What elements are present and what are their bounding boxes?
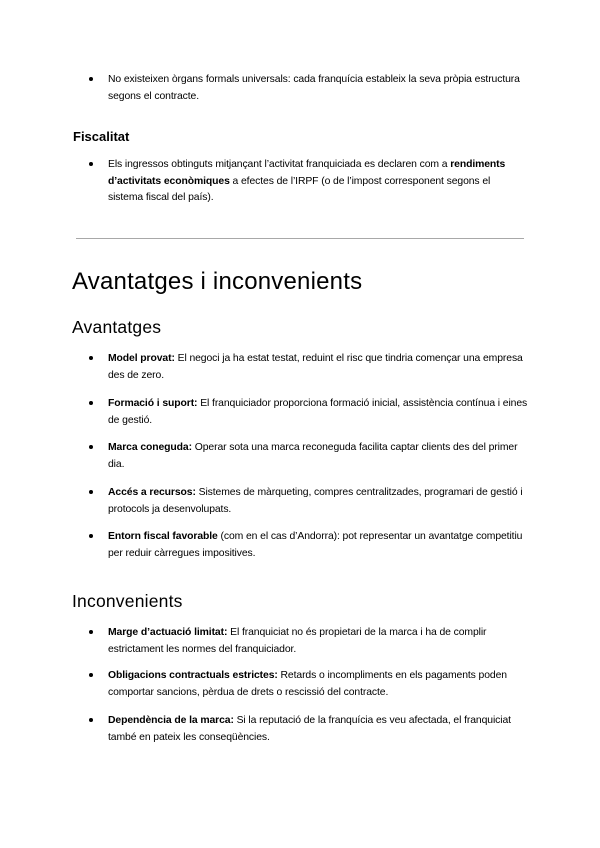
list-item-text: No existeixen òrgans formals universals: cada franquícia estableix la seva pròpia estructura segons el contracte.	[108, 74, 520, 102]
inconvenients-heading: Inconvenients	[72, 591, 183, 611]
list-item-text: Entorn fiscal favorable (com en el cas d’Andorra): pot representar un avantatge competitiu per reduir càrregues impositives.	[108, 531, 523, 559]
horizontal-divider	[76, 238, 524, 239]
bullet-icon	[89, 534, 93, 538]
list-item-text: Dependència de la marca: Si la reputació de la franquícia es veu afectada, el franquiciat també en pateix les conseqüències.	[108, 715, 511, 743]
list-item-text: Els ingressos obtinguts mitjançant l’activitat franquiciada es declaren com a rendiments d’activitats econòmiques a efectes de l’IRPF (o de l’impost corresponent segons el sistema fiscal del país).	[108, 159, 506, 203]
bullet-icon	[89, 401, 93, 405]
bullet-icon	[89, 718, 93, 722]
bullet-icon	[89, 77, 93, 81]
bullet-icon	[89, 630, 93, 634]
list-item-text: Obligacions contractuals estrictes: Retards o incompliments en els pagaments poden comportar sancions, pèrdua de drets o rescissió del contracte.	[108, 670, 507, 698]
bullet-icon	[89, 673, 93, 677]
avantatges-heading: Avantatges	[72, 317, 162, 337]
section-title: Avantatges i inconvenients	[72, 268, 363, 295]
bullet-icon	[89, 356, 93, 360]
list-item-text: Model provat: El negoci ja ha estat testat, reduint el risc que tindria començar una empresa des de zero.	[108, 353, 523, 381]
bullet-icon	[89, 162, 93, 166]
bullet-icon	[89, 490, 93, 494]
list-item-text: Accés a recursos: Sistemes de màrqueting, compres centralitzades, programari de gestió i protocols ja desenvolupats.	[108, 487, 523, 515]
list-item-text: Formació i suport: El franquiciador proporciona formació inicial, assistència contínua i eines de gestió.	[108, 398, 528, 426]
fiscalitat-heading: Fiscalitat	[73, 129, 130, 144]
list-item-text: Marge d’actuació limitat: El franquiciat no és propietari de la marca i ha de complir estrictament les normes del franquiciador.	[108, 627, 487, 655]
list-item-text: Marca coneguda: Operar sota una marca reconeguda facilita captar clients des del primer dia.	[108, 442, 518, 470]
bullet-icon	[89, 445, 93, 449]
